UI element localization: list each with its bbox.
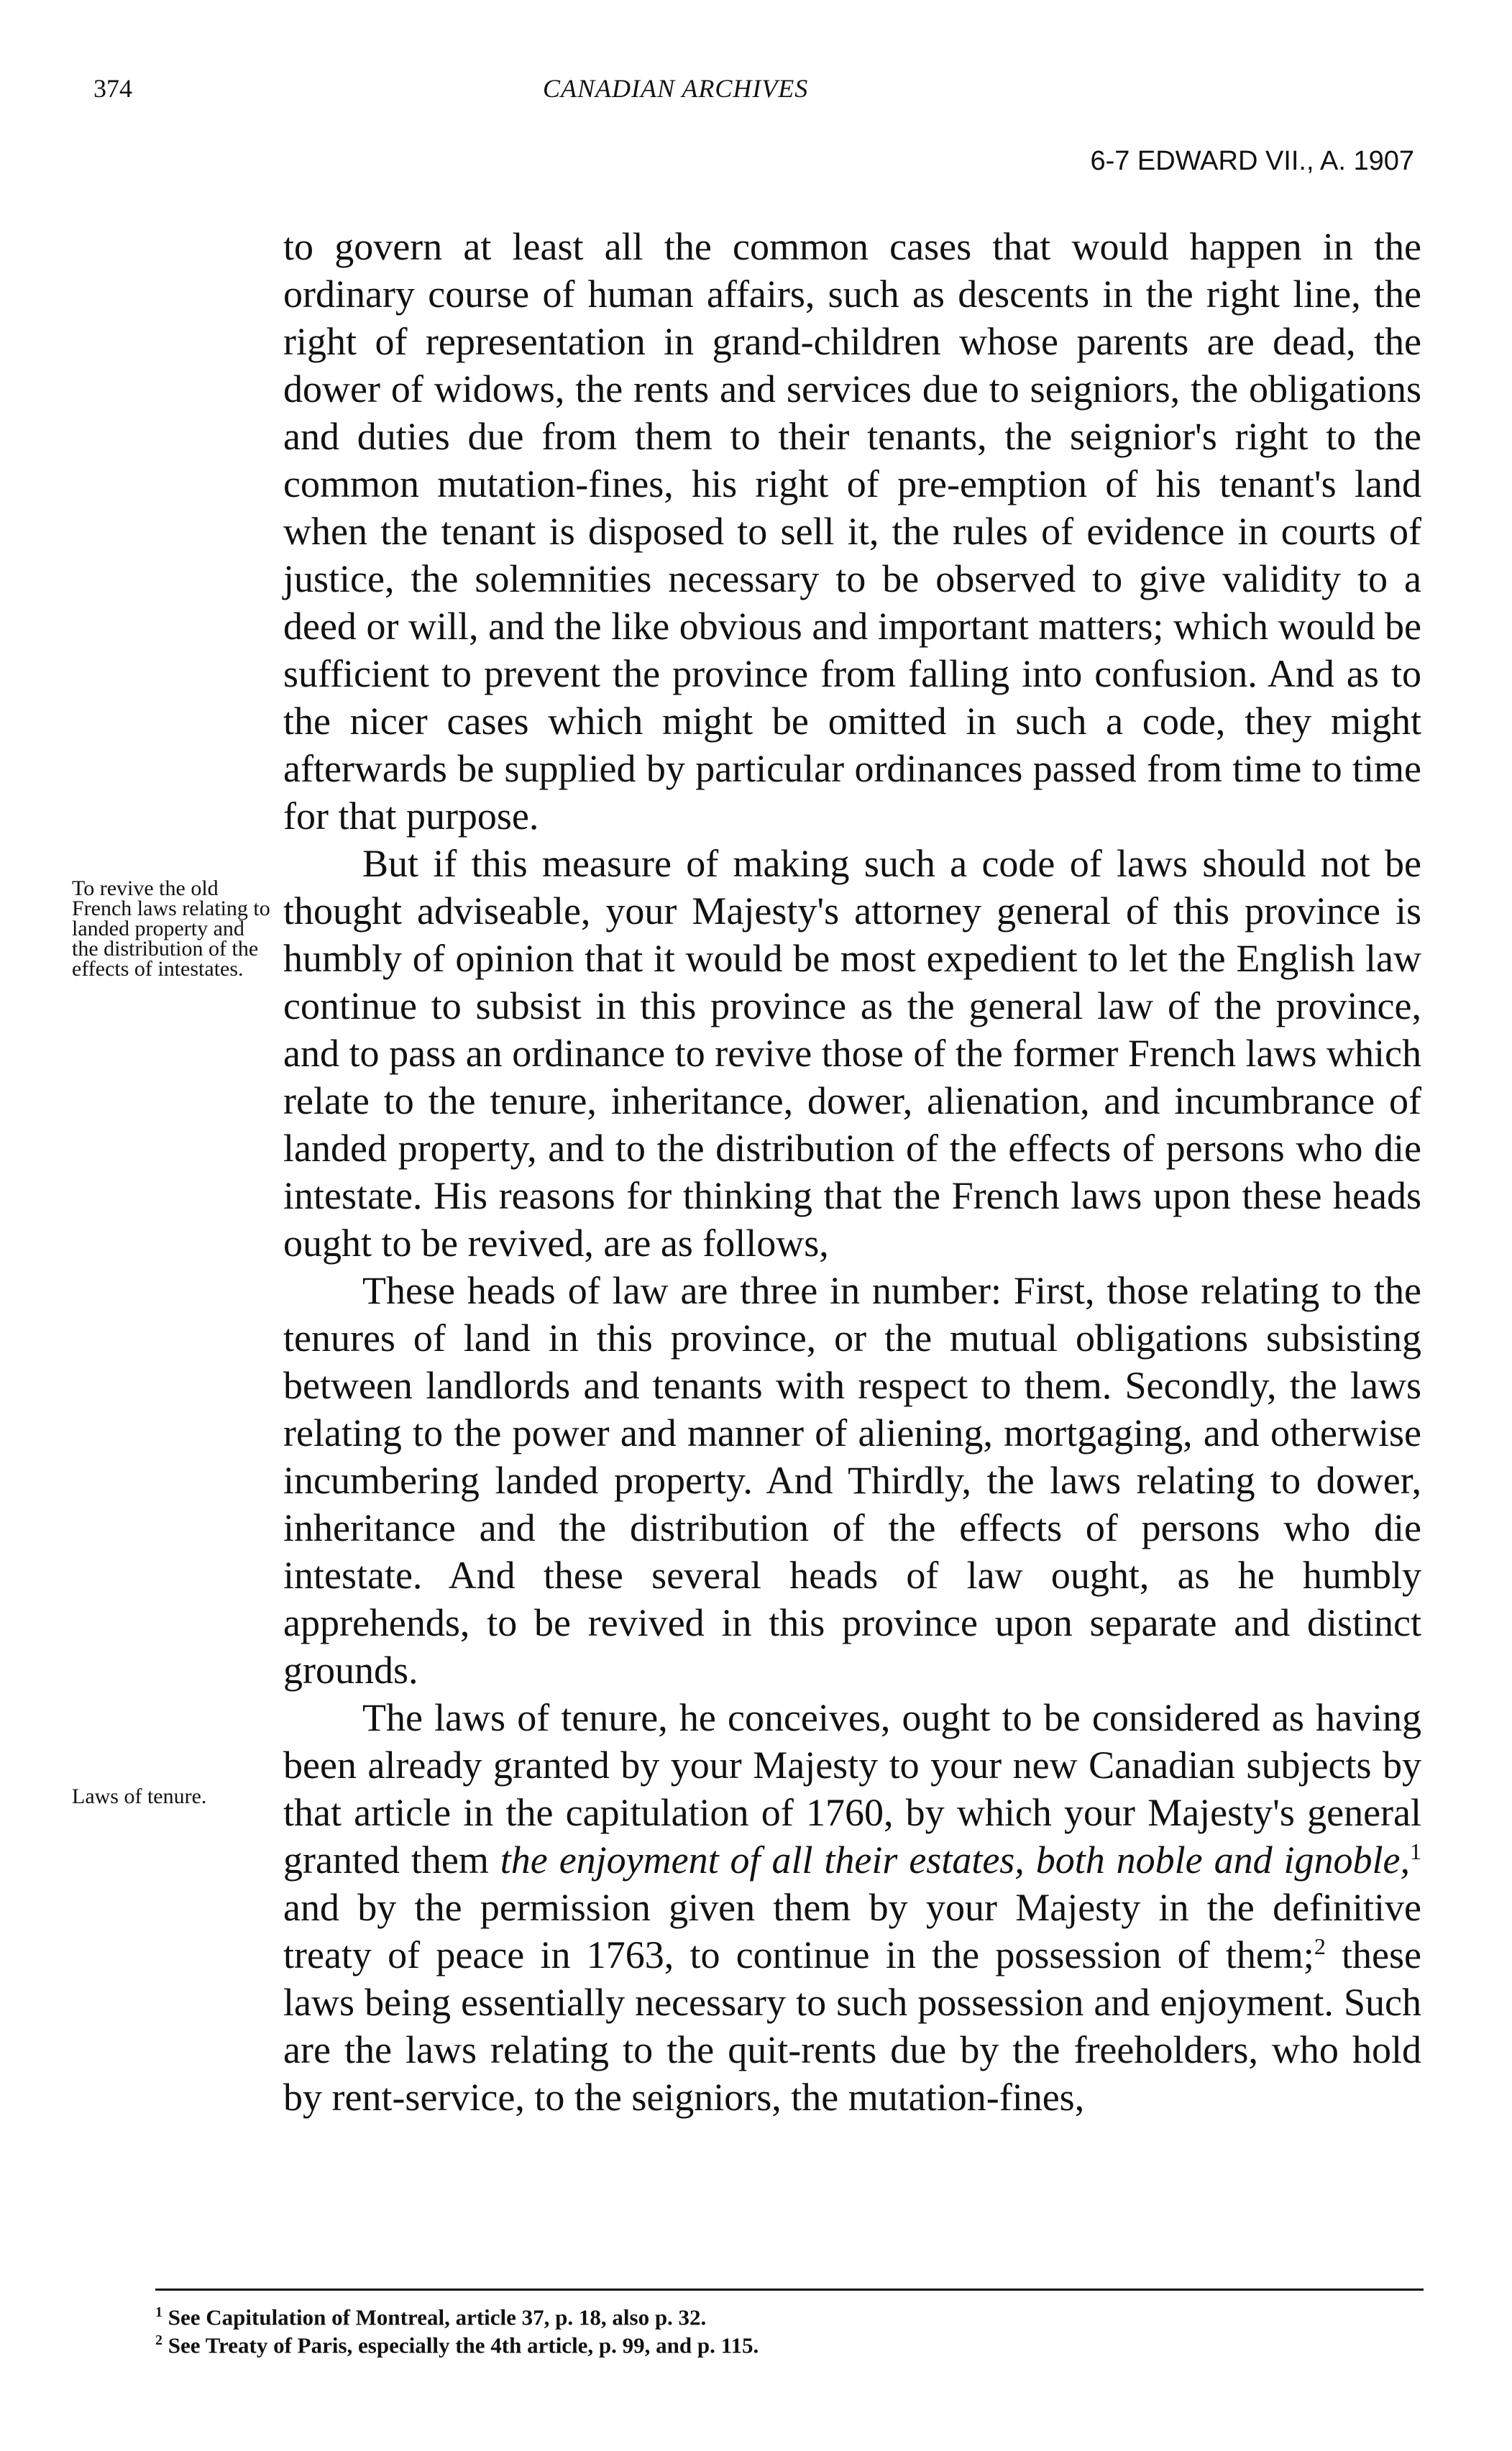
footnote-mark: 2 [155, 2332, 162, 2349]
sidenote-laws-of-tenure: Laws of tenure. [72, 1785, 207, 1808]
footnote-divider [155, 2289, 1424, 2291]
footnote-text: See Treaty of Paris, especially the 4th article, p. 99, and p. 115. [168, 2332, 759, 2358]
paragraph-4-text-c: these laws being essentially necessary to such possession and enjoyment. Such are the laws relating to the quit-rents due by the freeholders, who hold by rent-service, to the seigniors, the mutation-fines, [283, 1933, 1422, 2119]
paragraph-4-text-a: The laws of tenure, he conceives, ought to be considered as having been already granted by your Majesty to your new Canadian subjects by that article in the capitulation of 1760, by which your Majesty's general granted them [283, 1696, 1421, 1882]
footnote-ref-1: 1 [1410, 1838, 1421, 1864]
quoted-clause: the enjoyment of all their estates, both noble and ignoble, [500, 1838, 1410, 1882]
body-text [283, 223, 1421, 2121]
paragraph-1: to govern at least all the common cases that would happen in the ordinary course of human affairs, such as descents in the right line, the right of representation in grand-children whose parents are dead, the dower of widows, the rents and services due to seigniors, the obligations and duties due from them to their tenants, the seignior's right to the common mutation-fines, his right of pre-emption of his tenant's land when the tenant is disposed to sell it, the rules of evidence in courts of justice, the solemnities necessary to be observed to give validity to a deed or will, and the like obvious and important matters; which would be sufficient to prevent the province from falling into confusion. And as to the nicer cases which might be omitted in such a code, they might afterwards be supplied by particular ordinances passed from time to time for that purpose. [283, 225, 1421, 838]
volume-reference: 6-7 EDWARD VII., A. 1907 [1090, 146, 1414, 176]
footnote-ref-2: 2 [1314, 1933, 1326, 1959]
page-number: 374 [93, 74, 132, 103]
paragraph-3: These heads of law are three in number: First, those relating to the tenures of land in this province, or the mutual obligations subsisting between landlords and tenants with respect to them. Secondly, the laws relating to the power and manner of aliening, mortgaging, and otherwise incumbering landed property. And Thirdly, the laws relating to dower, inheritance and the distribution of the effects of persons who die intestate. And these several heads of law ought, as he humbly apprehends, to be revived in this province upon separate and distinct grounds. [283, 1269, 1421, 1692]
footnote-1 [155, 2301, 759, 2329]
footnote-2 [155, 2329, 759, 2357]
paragraph-4 [283, 1694, 1421, 2121]
footnote-mark: 1 [155, 2304, 162, 2320]
sidenote-revive-french-laws: To revive the old French laws relating to landed property and the distribution of the effects of intestates. [72, 876, 270, 981]
running-title: CANADIAN ARCHIVES [543, 74, 809, 103]
paragraph-4-text-b: and by the permission given them by your Majesty in the definitive treaty of peace in 1763, to continue in the possession of them; [283, 1886, 1421, 1976]
paragraph-2: But if this measure of making such a code of laws should not be thought adviseable, your Majesty's attorney general of this province is humbly of opinion that it would be most expedient to let the English law continue to subsist in this province as the general law of the province, and to pass an ordinance to revive those of the former French laws which relate to the tenure, inheritance, dower, alienation, and incumbrance of landed property, and to the distribution of the effects of persons who die intestate. His reasons for thinking that the French laws upon these heads ought to be revived, are as follows, [283, 842, 1421, 1265]
footnote-text: See Capitulation of Montreal, article 37, p. 18, also p. 32. [168, 2304, 707, 2330]
footnotes [155, 2301, 759, 2358]
